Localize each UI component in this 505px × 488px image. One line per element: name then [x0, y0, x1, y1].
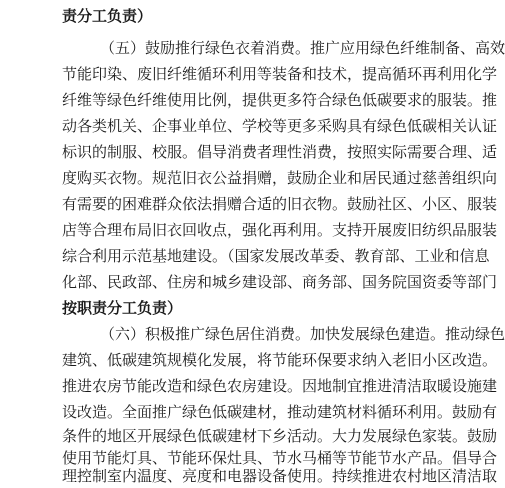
text-line [0, 166, 500, 190]
text-line [0, 244, 500, 268]
text-line [0, 348, 500, 372]
text-line [0, 218, 500, 242]
text-line-content: 有需要的困难群众依法捐赠合适的旧衣物。鼓励社区、小区、服装 [62, 195, 498, 213]
section-heading-line: （五）鼓励推行绿色衣着消费。推广应用绿色纤维制备、高效 [100, 39, 505, 57]
text-line [0, 270, 500, 294]
text-line-content: 节能印染、废旧纤维循环利用等装备和技术，提高循环再利用化学 [62, 65, 498, 83]
text-line-content: 按职责分工负责） [62, 299, 183, 317]
text-line [0, 424, 500, 448]
text-line-content: 推进农房节能改造和绿色农房建设。因地制宜推进清洁取暖设施建 [62, 377, 498, 395]
section-heading-line: （六）积极推广绿色居住消费。加快发展绿色建造。推动绿色 [100, 325, 505, 343]
text-line-content: 理控制室内温度、亮度和电器设备使用。持续推进农村地区清洁取 [62, 467, 498, 485]
text-line [0, 192, 500, 216]
text-line [0, 36, 505, 60]
text-line-content: 建筑、低碳建筑规模化发展，将节能环保要求纳入老旧小区改造。 [62, 351, 498, 369]
text-line [0, 140, 500, 164]
text-line-content: 化部、民政部、住房和城乡建设部、商务部、国务院国资委等部门 [62, 273, 498, 291]
text-line-content: 综合利用示范基地建设。（国家发展改革委、教育部、工业和信息 [62, 247, 490, 265]
text-line [0, 400, 500, 424]
text-line-content: 设改造。全面推广绿色低碳建材，推动建筑材料循环利用。鼓励有 [62, 403, 498, 421]
text-line [0, 374, 500, 398]
text-line [0, 464, 500, 488]
text-line-content: 动各类机关、企事业单位、学校等更多采购具有绿色低碳相关认证 [62, 117, 498, 135]
text-line-content: 使用节能灯具、节能环保灶具、节水马桶等节能节水产品。倡导合 [62, 449, 498, 467]
text-line-content: 度购买衣物。规范旧衣公益捐赠，鼓励企业和居民通过慈善组织向 [62, 169, 498, 187]
text-line [0, 114, 500, 138]
text-line-content: 条件的地区开展绿色低碳建材下乡活动。大力发展绿色家装。鼓励 [62, 427, 498, 445]
text-line-content: 标识的制服、校服。倡导消费者理性消费，按照实际需要合理、适 [62, 143, 498, 161]
text-line [0, 62, 500, 86]
text-line [0, 322, 505, 346]
text-line [0, 296, 500, 320]
text-line [0, 88, 500, 112]
text-line-content: 纤维等绿色纤维使用比例，提供更多符合绿色低碳要求的服装。推 [62, 91, 498, 109]
text-line [0, 4, 500, 28]
text-line-content: 店等合理布局旧衣回收点，强化再利用。支持开展废旧纺织品服装 [62, 221, 498, 239]
text-line-content: 责分工负责） [62, 7, 153, 25]
